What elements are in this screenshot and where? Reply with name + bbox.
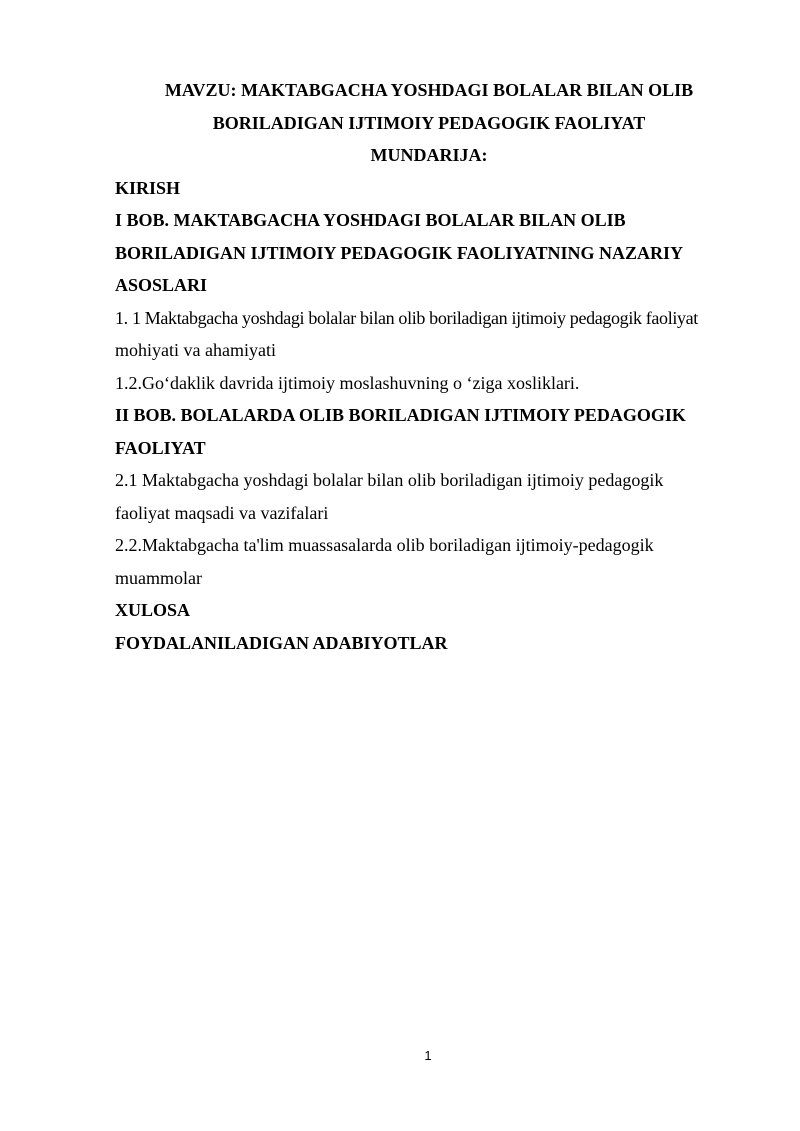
chapter-2-title-line-2: FAOLIYAT xyxy=(115,437,206,458)
section-2-2-line-1: 2.2.Maktabgacha ta'lim muassasalarda olib boriladigan ijtimoiy-pedagogik xyxy=(115,535,654,555)
toc-references: FOYDALANILADIGAN ADABIYOTLAR xyxy=(115,632,448,653)
chapter-1-title-line-2: BORILADIGAN IJTIMOIY PEDAGOGIK FAOLIYATNING NAZARIY xyxy=(115,242,684,263)
table-of-contents xyxy=(115,74,755,659)
page-number: 1 xyxy=(424,1048,432,1063)
section-1-1-line-1: 1. 1 Maktabgacha yoshdagi bolalar bilan olib boriladigan ijtimoiy pedagogik faoliyat xyxy=(115,307,698,328)
contents-heading: MUNDARIJA: xyxy=(370,145,488,165)
chapter-1-title-line-1: I BOB. MAKTABGACHA YOSHDAGI BOLALAR BILAN OLIB xyxy=(115,210,626,230)
section-2-2-line-2: muammolar xyxy=(115,567,202,588)
toc-intro: KIRISH xyxy=(115,177,181,198)
chapter-2-title-line-1: II BOB. BOLALARDA OLIB BORILADIGAN IJTIMOIY PEDAGOGIK xyxy=(115,405,686,425)
section-1-1-line-2: mohiyati va ahamiyati xyxy=(115,340,276,360)
topic-title-line-2: BORILADIGAN IJTIMOIY PEDAGOGIK FAOLIYAT xyxy=(212,112,646,133)
toc-conclusion: XULOSA xyxy=(115,600,191,620)
section-1-2: 1.2.Go‘daklik davrida ijtimoiy moslashuvning o ‘ziga xosliklari. xyxy=(115,372,580,393)
topic-title-line-1: MAVZU: MAKTABGACHA YOSHDAGI BOLALAR BILAN OLIB xyxy=(164,80,694,100)
section-2-1-line-2: faoliyat maqsadi va vazifalari xyxy=(115,502,329,523)
section-2-1-line-1: 2.1 Maktabgacha yoshdagi bolalar bilan olib boriladigan ijtimoiy pedagogik xyxy=(115,470,664,490)
chapter-1-title-line-3: ASOSLARI xyxy=(115,275,208,295)
